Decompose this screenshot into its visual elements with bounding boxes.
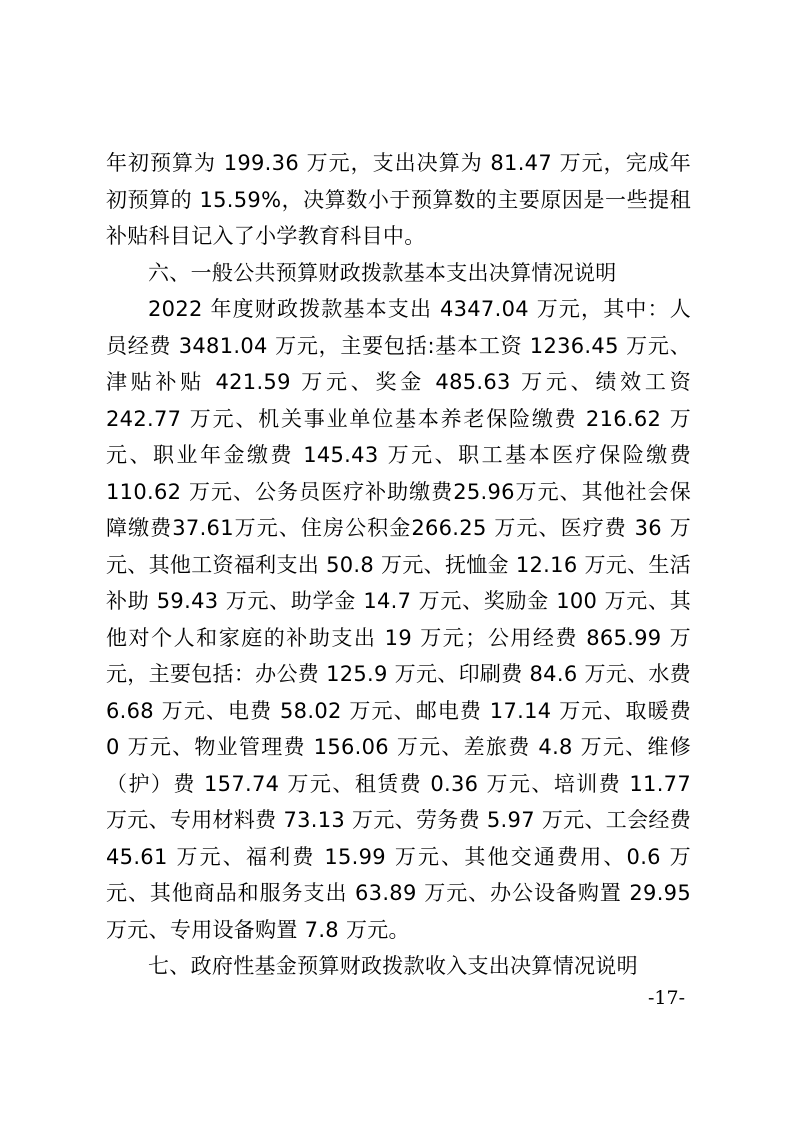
body-text bbox=[106, 145, 691, 985]
section-heading-basic-expenditure: 六、一般公共预算财政拨款基本支出决算情况说明 bbox=[148, 260, 617, 285]
page-number: -17- bbox=[648, 987, 686, 1009]
paragraph-basic-expenditure-details: 2022 年度财政拨款基本支出 4347.04 万元，其中：人员经费 3481.04 万元，主要包括:基本工资 1236.45 万元、津贴补贴 421.59 万元、奖金 485.63 万元、绩效工资 242.77 万元、机关事业单位基本养老保险缴费 216.62 万元、职业年金缴费 145.43 万元、职工基本医疗保险缴费 110.62 万元、公务员医疗补助缴费25.96万元、其他社会保障缴费37.61万元、住房公积金266.25 万元、医疗费 36 万元、其他工资福利支出 50.8 万元、抚恤金 12.16 万元、生活补助 59.43 万元、助学金 14.7 万元、奖励金 100 万元、其他对个人和家庭的补助支出 19 万元；公用经费 865.99 万元，主要包括：办公费 125.9 万元、印刷费 84.6 万元、水费 6.68 万元、电费 58.02 万元、邮电费 17.14 万元、取暖费 0 万元、物业管理费 156.06 万元、差旅费 4.8 万元、维修（护）费 157.74 万元、租赁费 0.36 万元、培训费 11.77 万元、专用材料费 73.13 万元、劳务费 5.97 万元、工会经费 45.61 万元、福利费 15.99 万元、其他交通费用、0.6 万元、其他商品和服务支出 63.89 万元、办公设备购置 29.95 万元、专用设备购置 7.8 万元。 bbox=[106, 297, 691, 942]
paragraph-budget-completion: 年初预算为 199.36 万元，支出决算为 81.47 万元，完成年初预算的 15.59%，决算数小于预算数的主要原因是一些提租补贴科目记入了小学教育科目中。 bbox=[106, 151, 691, 248]
section-heading-government-fund: 七、政府性基金预算财政拨款收入支出决算情况说明 bbox=[148, 954, 638, 978]
